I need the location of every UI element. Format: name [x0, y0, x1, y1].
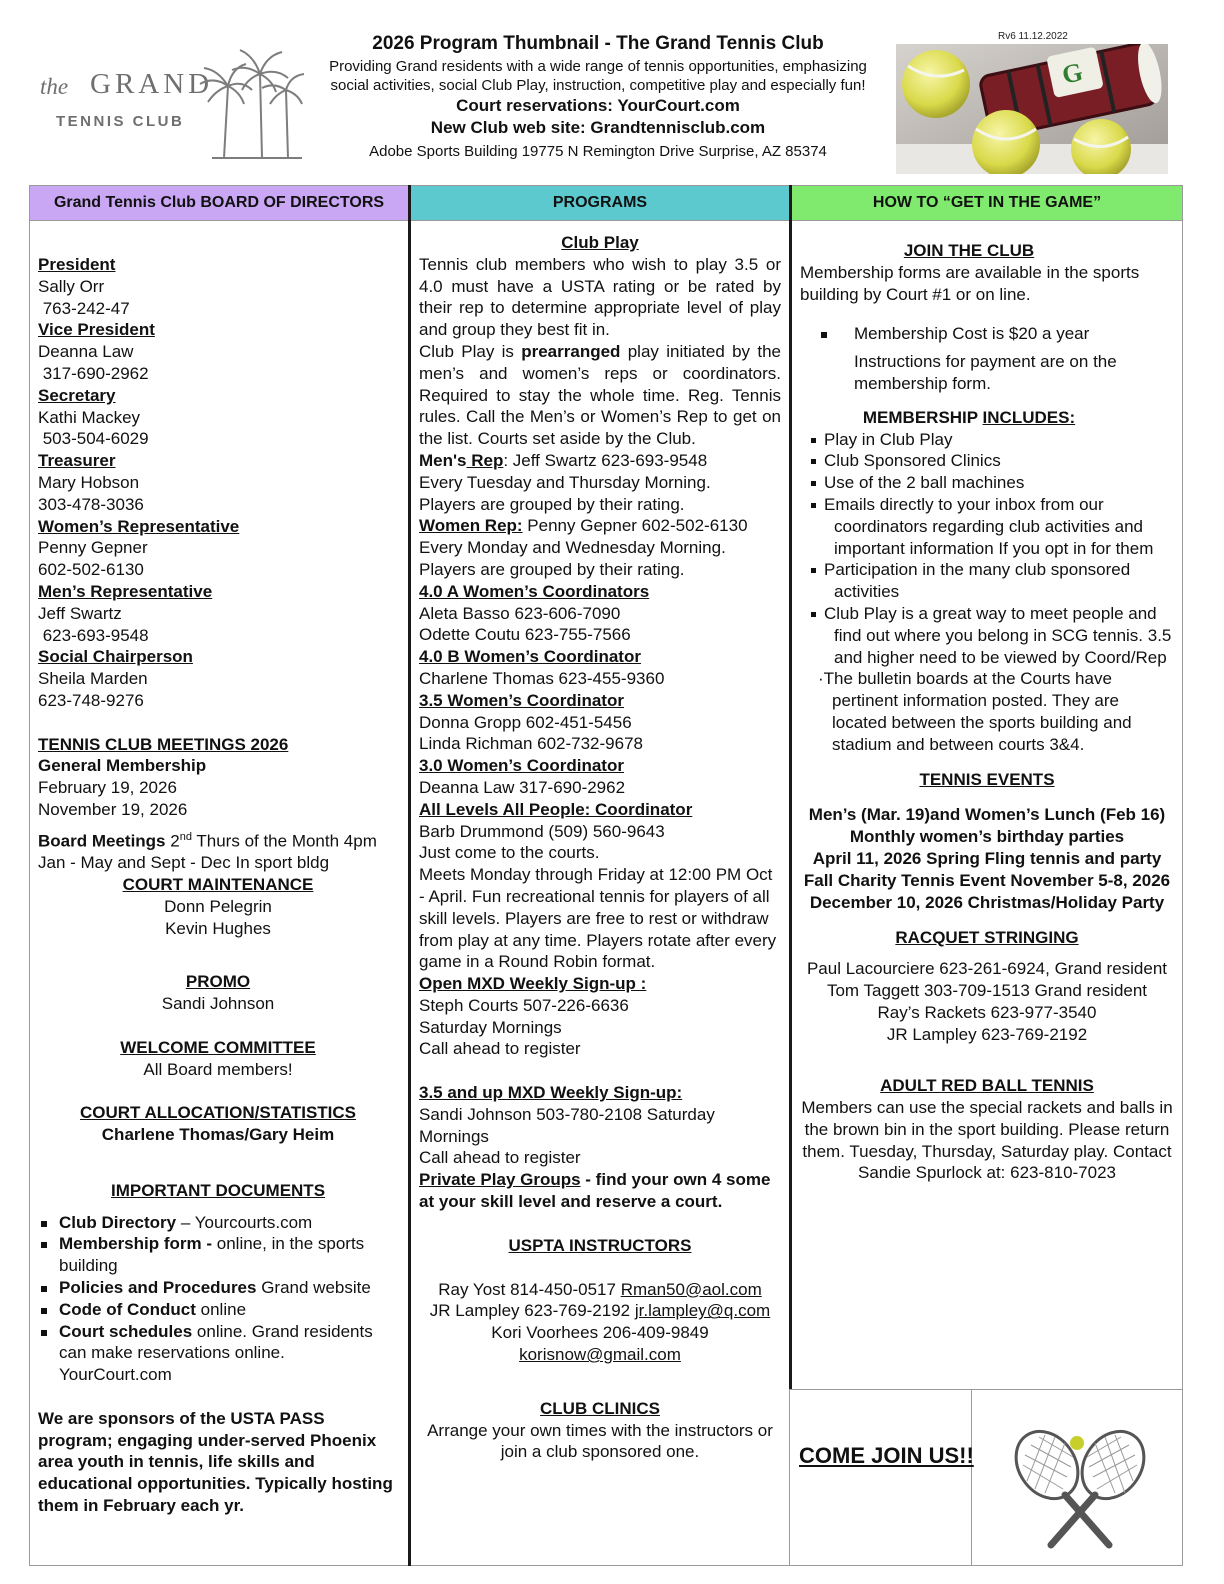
stringer-item: JR Lampley 623-769-2192: [886, 1024, 1088, 1044]
events-list: [800, 804, 1174, 913]
event-item: Men’s (Mar. 19)and Women’s Lunch (Feb 16): [808, 805, 1166, 825]
coord-35-title: 3.5 Women’s Coordinator: [419, 690, 624, 710]
uspta-instructor-3-email: [419, 1344, 781, 1366]
all-levels-3: Meets Monday through Friday at 12:00 PM Oct - April. Fun recreational tennis for players of all skill levels. Players are free to rest or withdraw from play at any time. Players rotate after every game in a Round Robin format.: [419, 865, 777, 972]
officer-phone: 623-748-9276: [38, 690, 144, 710]
officer-list: [38, 254, 398, 712]
all-levels-2: Just come to the courts.: [419, 843, 600, 863]
court-reservations: Court reservations: YourCourt.com: [456, 96, 740, 115]
logo-tennis-club: TENNIS CLUB: [56, 113, 185, 130]
event-item: April 11, 2026 Spring Fling tennis and party: [812, 848, 1162, 868]
includes-item: Use of the 2 ball machines: [810, 472, 1174, 494]
sponsor-statement: We are sponsors of the USTA PASS program; engaging under-served Phoenix area youth in tennis, life skills and educational opportunities. Typically hosting them in February each yr.: [38, 1408, 393, 1515]
header-description-1: Providing Grand residents with a wide range of tennis opportunities, emphasizing: [329, 58, 867, 75]
payment-instructions: Instructions for payment are on the membership form.: [854, 352, 1117, 393]
includes-item: Emails directly to your inbox from our coordinators regarding club activities and important information If you opt in for them: [810, 494, 1174, 559]
includes-item: Play in Club Play: [810, 429, 1174, 451]
documents-title: IMPORTANT DOCUMENTS: [110, 1180, 326, 1200]
board-meetings-when: Jan - May and Sept - Dec In sport bldg: [38, 853, 330, 873]
coord-40a-2: Odette Coutu 623-755-7566: [419, 625, 631, 645]
red-ball-title: ADULT RED BALL TENNIS: [880, 1076, 1094, 1096]
general-membership: General Membership: [38, 756, 207, 776]
bulletin-info: ·The bulletin boards at the Courts have pertinent information posted. They are located between the sports building and stadium and between courts 3&4.: [818, 669, 1132, 754]
event-item: December 10, 2026 Christmas/Holiday Party: [809, 892, 1165, 912]
document-item: Club Directory – Yourcourts.com: [38, 1212, 398, 1234]
mens-rep-schedule: Every Tuesday and Thursday Morning.: [419, 472, 711, 492]
officer-role: Vice President: [38, 320, 155, 340]
header-block: [318, 30, 878, 163]
includes-item: Participation in the many club sponsored activities: [810, 559, 1174, 603]
mxd35-2: Call ahead to register: [419, 1148, 581, 1168]
all-levels-title: All Levels All People: Coordinator: [419, 799, 693, 819]
includes-item: Club Sponsored Clinics: [810, 450, 1174, 472]
meeting-date-2: November 19, 2026: [38, 799, 188, 819]
officer-name: Penny Gepner: [38, 538, 148, 558]
join-title: JOIN THE CLUB: [903, 241, 1035, 260]
includes-list: [810, 429, 1174, 669]
coord-40a-1: Aleta Basso 623-606-7090: [419, 603, 621, 623]
womens-rep-schedule: Every Monday and Wednesday Morning. Players are grouped by their rating.: [419, 538, 726, 579]
documents-list: [38, 1212, 398, 1386]
court-maintenance-2: Kevin Hughes: [165, 918, 271, 938]
officer-phone: 623-693-9548: [38, 625, 149, 645]
come-join-inner-divider: [971, 1389, 972, 1565]
officer-name: Mary Hobson: [38, 472, 140, 492]
coord-30-title: 3.0 Women’s Coordinator: [419, 756, 624, 776]
officer-phone: 763-242-47: [38, 298, 130, 318]
document-item: Code of Conduct online: [38, 1299, 398, 1321]
stringer-item: Ray’s Rackets 623-977-3540: [877, 1002, 1097, 1022]
club-address: Adobe Sports Building 19775 N Remington Drive Surprise, AZ 85374: [369, 143, 827, 160]
officer-phone: 602-502-6130: [38, 560, 144, 580]
open-mxd-2: Saturday Mornings: [419, 1017, 562, 1037]
officer-name: Sally Orr: [38, 276, 105, 296]
coord-40a-title: 4.0 A Women’s Coordinators: [419, 581, 650, 601]
events-title: TENNIS EVENTS: [919, 769, 1055, 789]
membership-cost-list: [818, 323, 1174, 345]
howto-header-label: HOW TO “GET IN THE GAME”: [872, 194, 1102, 211]
officer-role: Secretary: [38, 385, 116, 405]
promo-title: PROMO: [185, 972, 251, 992]
logo-the: the: [40, 74, 69, 99]
logo-grand: GRAND: [90, 68, 214, 100]
document-item: Membership form - online, in the sports building: [38, 1233, 398, 1277]
officer-name: Kathi Mackey: [38, 407, 141, 427]
open-mxd-title: Open MXD Weekly Sign-up :: [419, 974, 647, 994]
womens-rep: Women Rep: Penny Gepner 602-502-6130: [419, 516, 748, 536]
uspta-instructor-2: JR Lampley 623-769-2192 jr.lampley@q.com: [429, 1301, 771, 1321]
event-item: Fall Charity Tennis Event November 5-8, 2026: [803, 870, 1171, 890]
uspta-title: USPTA INSTRUCTORS: [508, 1235, 692, 1255]
court-maintenance-1: Donn Pelegrin: [164, 896, 272, 916]
allocation-title: COURT ALLOCATION/STATISTICS: [79, 1103, 357, 1123]
officer-role: Social Chairperson: [38, 647, 193, 667]
join-text: Membership forms are available in the sports building by Court #1 or on line.: [800, 262, 1140, 304]
includes-title: MEMBERSHIP INCLUDES:: [862, 407, 1076, 427]
board-header: [30, 186, 408, 221]
mxd35-1: Sandi Johnson 503-780-2108 Saturday Mornings: [419, 1104, 715, 1146]
clinics-title: CLUB CLINICS: [540, 1398, 660, 1418]
officer-role: President: [38, 255, 116, 274]
coord-30-1: Deanna Law 317-690-2962: [419, 777, 626, 797]
tennis-rackets-icon: [1005, 1427, 1155, 1557]
programs-header-label: PROGRAMS: [552, 194, 648, 211]
coord-40b-1: Charlene Thomas 623-455-9360: [419, 668, 665, 688]
club-logo: [38, 46, 303, 171]
stringing-list: [800, 958, 1174, 1045]
uspta-instructor-1: Ray Yost 814-450-0517 Rman50@aol.com: [438, 1279, 762, 1299]
promo-name: Sandi Johnson: [161, 994, 275, 1014]
club-play-details: Club Play is prearranged play initiated by the men’s and women’s reps or coordinators. Required to stay the whole time. Reg. Tennis rules. Call the Men’s or Women’s Rep to get on the list. Courts set aside by the Club.: [419, 341, 781, 449]
document-item: Court schedules online. Grand residents can make reservations online. YourCourt.com: [38, 1321, 398, 1386]
uspta-instructor-3: Kori Voorhees 206-409-9849: [491, 1323, 709, 1343]
stringer-item: Tom Taggett 303-709-1513 Grand resident: [826, 980, 1148, 1000]
howto-header: [792, 186, 1182, 221]
come-join-divider: [790, 1389, 1182, 1390]
meeting-date-1: February 19, 2026: [38, 778, 177, 798]
board-header-label: Grand Tennis Club BOARD OF DIRECTORS: [53, 194, 385, 211]
officer-role: Treasurer: [38, 451, 116, 471]
welcome-title: WELCOME COMMITTEE: [120, 1037, 316, 1057]
column-divider-1: [408, 185, 411, 1566]
board-column: [38, 254, 398, 1517]
coord-35-2: Linda Richman 602-732-9678: [419, 734, 643, 754]
red-ball-text: Members can use the special rackets and balls in the brown bin in the sport building. Please return them. Tuesday, Thursday, Saturday play. Contact Sandie Spurlock at: 623-810-7023: [801, 1098, 1173, 1183]
all-levels-1: Barb Drummond (509) 560-9643: [419, 821, 665, 841]
page-title: 2026 Program Thumbnail - The Grand Tennis Club: [372, 33, 824, 54]
header-description-2: social activities, social Club Play, instruction, competitive play and especially fun!: [330, 77, 866, 94]
officer-role: Women’s Representative: [38, 516, 240, 536]
revision-label: Rv6 11.12.2022: [998, 31, 1068, 42]
svg-text:G: G: [1059, 57, 1086, 90]
stringing-title: RACQUET STRINGING: [895, 928, 1079, 948]
howto-column: [800, 240, 1174, 1184]
email-link-jr-lampley[interactable]: jr.lampley@q.com: [634, 1301, 771, 1321]
officer-name: Jeff Swartz: [38, 603, 122, 623]
officer-name: Sheila Marden: [38, 669, 148, 689]
mens-rep: Men's Rep: Jeff Swartz 623-693-9548: [419, 450, 708, 470]
palm-trees-icon: [198, 46, 308, 161]
coord-35-1: Donna Gropp 602-451-5456: [419, 712, 632, 732]
email-link-rman50[interactable]: Rman50@aol.com: [620, 1279, 762, 1299]
document-item: Policies and Procedures Grand website: [38, 1277, 398, 1299]
stringer-item: Paul Lacourciere 623-261-6924, Grand resident: [806, 959, 1168, 979]
private-play: Private Play Groups - find your own 4 some at your skill level and reserve a court.: [419, 1170, 771, 1212]
court-maintenance-title: COURT MAINTENANCE: [122, 874, 314, 894]
clinics-text: Arrange your own times with the instructors or join a club sponsored one.: [427, 1420, 773, 1462]
mens-rep-grouping: Players are grouped by their rating.: [419, 494, 685, 514]
event-item: Monthly women’s birthday parties: [849, 827, 1125, 847]
officer-phone: 317-690-2962: [38, 363, 149, 383]
membership-cost: Membership Cost is $20 a year: [818, 323, 1174, 345]
club-website: New Club web site: Grandtennisclub.com: [430, 118, 766, 137]
includes-item: Club Play is a great way to meet people and find out where you belong in SCG tennis. 3.5 and higher need to be viewed by Coord/Rep: [810, 603, 1174, 668]
officer-role: Men’s Representative: [38, 581, 213, 601]
mxd35-title: 3.5 and up MXD Weekly Sign-up:: [419, 1083, 683, 1103]
welcome-text: All Board members!: [143, 1059, 293, 1079]
open-mxd-1: Steph Courts 507-226-6636: [419, 995, 629, 1015]
email-link-korisnow[interactable]: korisnow@gmail.com: [519, 1345, 681, 1365]
officer-phone: 303-478-3036: [38, 494, 144, 514]
come-join-us: COME JOIN US!!: [799, 1443, 974, 1468]
meetings-title: TENNIS CLUB MEETINGS 2026: [38, 734, 289, 754]
programs-header: [411, 186, 789, 221]
coord-40b-title: 4.0 B Women’s Coordinator: [419, 647, 641, 667]
column-divider-2: [789, 185, 792, 1390]
club-play-rating: Tennis club members who wish to play 3.5 or 4.0 must have a USTA rating or be rated by their rep to determine appropriate level of play and group they best fit in.: [419, 254, 781, 340]
tennis-cake-photo: [896, 44, 1168, 174]
club-play-title: Club Play: [561, 233, 639, 252]
allocation-names: Charlene Thomas/Gary Heim: [101, 1124, 335, 1144]
open-mxd-3: Call ahead to register: [419, 1039, 581, 1059]
board-meetings: Board Meetings 2nd Thurs of the Month 4pm: [38, 830, 377, 851]
officer-name: Deanna Law: [38, 342, 134, 362]
officer-phone: 503-504-6029: [38, 429, 149, 449]
programs-column: [419, 232, 781, 1463]
